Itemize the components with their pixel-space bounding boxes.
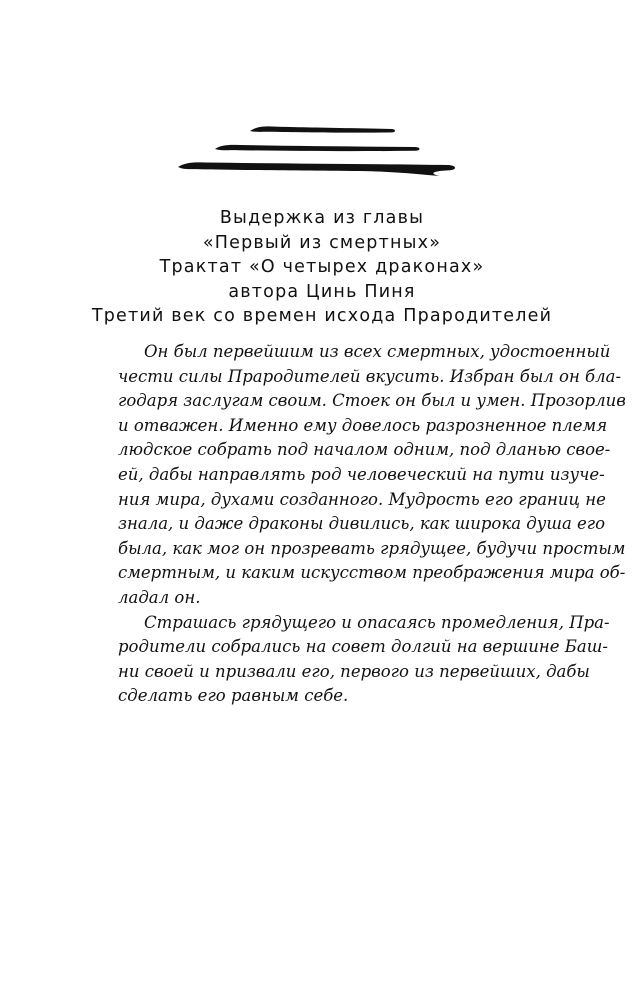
paragraph-line: сделать его равным себе. [118,686,349,706]
paragraph-line: ния мира, духами созданного. Мудрость его границ не [118,489,606,509]
ornament-stroke-middle [215,145,420,151]
heading-line-1: Выдержка из главы [219,208,425,228]
paragraph-2 [118,611,610,709]
paragraph-line: Он был первейшим из всех смертных, удостоенный [144,342,611,361]
paragraph-line: родители собрались на совет долгий на вершине Баш- [118,637,608,657]
chapter-heading [60,206,584,329]
paragraph-1 [118,340,626,611]
paragraph-line: ей, дабы направлять род человеческий на пути изуче- [118,464,605,484]
paragraph-line: годаря заслугам своим. Стоек он был и умен. Прозорлив [118,391,626,411]
heading-line-4: автора Цинь Пиня [228,281,416,302]
brush-ornament [0,0,644,200]
paragraph-line: смертным, и каким искусством преображения мира об- [118,563,626,583]
heading-line-2: «Первый из смертных» [202,232,442,253]
paragraph-line: ни своей и призвали его, первого из первейших, дабы [118,661,590,681]
paragraph-line: Страшась грядущего и опасаясь промедления, Пра- [144,612,610,632]
paragraph-line: ладал он. [118,587,201,607]
heading-line-5: Третий век со времен исхода Прародителей [91,306,553,326]
paragraph-line: людское собрать под началом одним, под дланью свое- [118,440,611,460]
ornament-stroke-top [250,126,395,132]
body-text [118,340,626,709]
paragraph-line: чести силы Прародителей вкусить. Избран был он бла- [118,366,622,386]
paragraph-line: знала, и даже драконы дивились, как широка душа его [118,514,606,534]
paragraph-line: и отважен. Именно ему довелось разрозненное племя [118,415,608,435]
ornament-stroke-bottom [178,162,455,176]
paragraph-line: была, как мог он прозревать грядущее, будучи простым [118,538,626,558]
heading-line-3: Трактат «О четырех драконах» [159,257,485,277]
